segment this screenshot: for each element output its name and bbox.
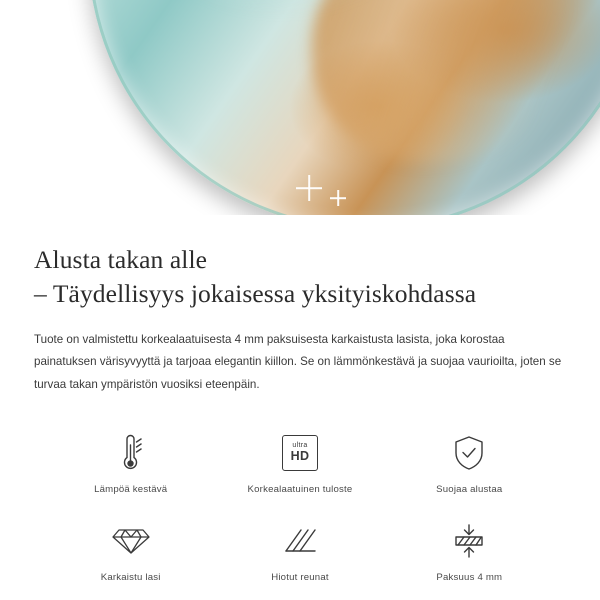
plate-rim [88,0,600,215]
feature-label: Hiotut reunat [271,571,329,583]
round-glass-plate-image [88,0,600,215]
feature-item-high-quality-print [215,431,384,495]
shield-check-icon [451,431,487,475]
page-title-line-2: – Täydellisyys jokaisessa yksityiskohdassa [34,278,477,308]
feature-label: Karkaistu lasi [100,571,161,583]
content-area [0,243,600,583]
ultra-hd-badge-top: ultra [292,442,308,450]
feature-item-tempered-glass [46,519,215,583]
ultra-hd-icon [282,431,318,475]
feature-label: Suojaa alustaa [436,483,503,495]
description-paragraph: Tuote on valmistettu korkealaatuisesta 4 mm paksuisesta karkaistusta lasista, joka korostaa painatuksen värisyvyyttä ja tarjoaa elegantin kiillon. Se on lämmönkestävä ja suojaa vaurioilta, joten se turvaa takan ympäristön vuosiksi eteenpäin. [34,332,562,391]
feature-item-surface-protection [385,431,554,495]
feature-grid [34,431,566,583]
thermometer-icon [114,431,148,475]
page-title [34,243,566,311]
page-title-line-1: Alusta takan alle [34,245,208,274]
diamond-icon [111,519,151,563]
feature-item-heat-resistant [46,431,215,495]
polished-edges-icon [281,519,319,563]
feature-label: Lämpöä kestävä [94,483,168,495]
feature-label: Paksuus 4 mm [436,571,503,583]
thickness-arrows-icon [450,519,488,563]
feature-item-polished-edges [215,519,384,583]
ultra-hd-badge-bottom: HD [290,449,310,464]
feature-item-thickness [385,519,554,583]
feature-label: Korkealaatuinen tuloste [247,483,353,495]
hero-image [0,0,600,215]
